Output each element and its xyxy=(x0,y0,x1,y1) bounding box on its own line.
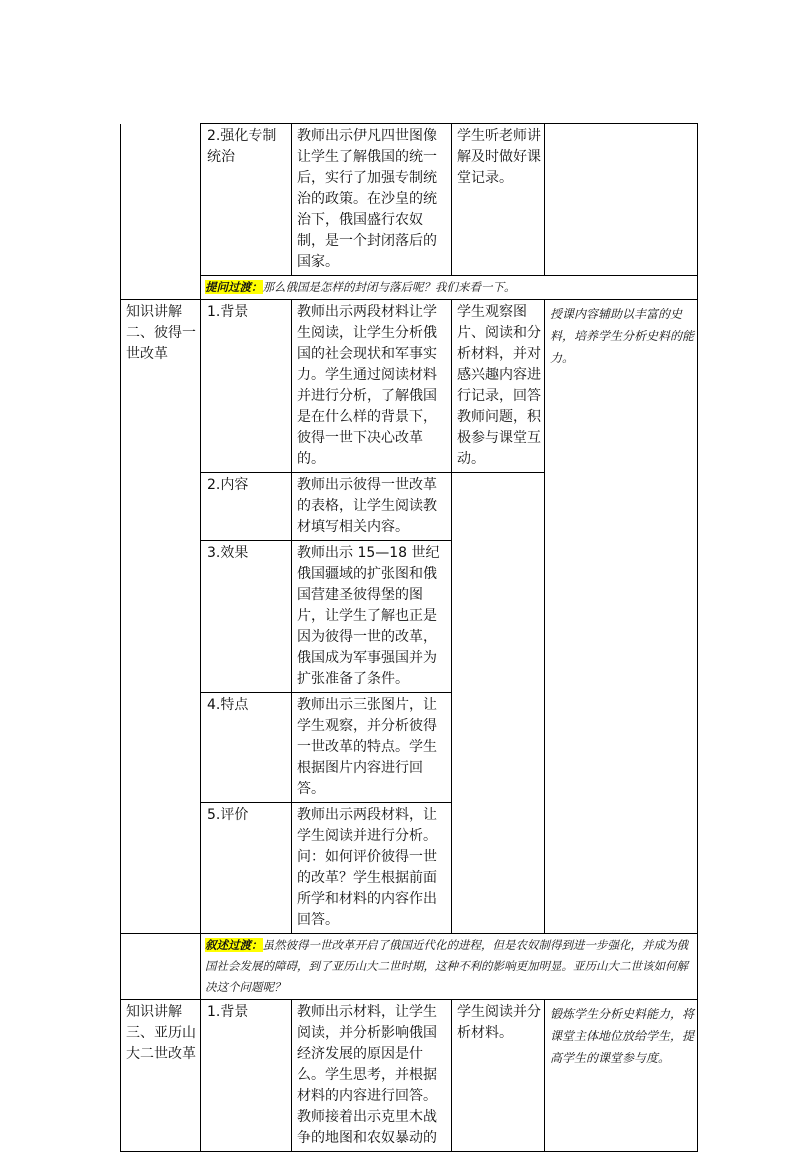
subtopic-cell: 1.背景 xyxy=(201,1000,292,1152)
section-title-cell: 知识讲解二、彼得一世改革 xyxy=(121,300,201,934)
teacher-activity-cell: 教师出示材料，让学生阅读，并分析影响俄国经济发展的原因是什么。学生思考，并根据材料的内容进行回答。教师接着出示克里木战争的地图和农奴暴动的 xyxy=(292,1000,452,1152)
table-row xyxy=(121,300,698,473)
transition-label: 提问过渡： xyxy=(205,280,263,294)
student-activity-cell: 学生观察图片、阅读和分析材料，并对感兴趣内容进行记录，回答教师问题，积极参与课堂互动。 xyxy=(452,300,545,473)
section-cell xyxy=(121,934,201,1000)
teacher-activity-cell: 教师出示伊凡四世图像让学生了解俄国的统一后，实行了加强专制统治的政策。在沙皇的统治下，俄国盛行农奴制，是一个封闭落后的国家。 xyxy=(292,124,452,276)
student-activity-cell xyxy=(452,473,545,934)
teacher-activity-cell: 教师出示彼得一世改革的表格，让学生阅读教材填写相关内容。 xyxy=(292,473,452,541)
section-cell xyxy=(121,124,201,276)
section-title-cell: 知识讲解三、亚历山大二世改革 xyxy=(121,1000,201,1152)
subtopic-cell: 1.背景 xyxy=(201,300,292,473)
subtopic-cell: 2.强化专制统治 xyxy=(201,124,292,276)
subtopic-cell: 3.效果 xyxy=(201,541,292,693)
transition-text: 那么俄国是怎样的封闭与落后呢？我们来看一下。 xyxy=(262,280,516,294)
section-cell xyxy=(121,276,201,300)
transition-text: 虽然彼得一世改革开启了俄国近代化的进程，但是农奴制得到进一步强化，并成为俄国社会发展的障碍，到了亚历山大二世时期，这种不利的影响更加明显。亚历山大二世该如何解决这个问题呢？ xyxy=(205,938,688,994)
teacher-activity-cell: 教师出示三张图片，让学生观察，并分析彼得一世改革的特点。学生根据图片内容进行回答。 xyxy=(292,693,452,803)
teacher-activity-cell: 教师出示两段材料，让学生阅读并进行分析。问：如何评价彼得一世的改革？学生根据前面所学和材料的内容作出回答。 xyxy=(292,803,452,934)
subtopic-cell: 2.内容 xyxy=(201,473,292,541)
table-row xyxy=(121,124,698,276)
student-activity-cell: 学生阅读并分析材料。 xyxy=(452,1000,545,1152)
design-intent-cell: 授课内容辅助以丰富的史料，培养学生分析史料的能力。 xyxy=(545,300,698,934)
teacher-activity-cell: 教师出示 15—18 世纪俄国疆域的扩张图和俄国营建圣彼得堡的图片，让学生了解也正是因为彼得一世的改革，俄国成为军事强国并为扩张准备了条件。 xyxy=(292,541,452,693)
transition-label: 叙述过渡： xyxy=(205,938,263,952)
design-intent-cell xyxy=(545,124,698,276)
transition-row xyxy=(121,276,698,300)
transition-cell xyxy=(201,276,698,300)
student-activity-cell: 学生听老师讲解及时做好课堂记录。 xyxy=(452,124,545,276)
table-row xyxy=(121,1000,698,1152)
transition-row xyxy=(121,934,698,1000)
design-intent-cell: 锻炼学生分析史料能力，将课堂主体地位放给学生，提高学生的课堂参与度。 xyxy=(545,1000,698,1152)
subtopic-cell: 4.特点 xyxy=(201,693,292,803)
lesson-plan-table xyxy=(120,123,698,1152)
transition-cell xyxy=(201,934,698,1000)
subtopic-cell: 5.评价 xyxy=(201,803,292,934)
teacher-activity-cell: 教师出示两段材料让学生阅读，让学生分析俄国的社会现状和军事实力。学生通过阅读材料并进行分析，了解俄国是在什么样的背景下，彼得一世下决心改革的。 xyxy=(292,300,452,473)
